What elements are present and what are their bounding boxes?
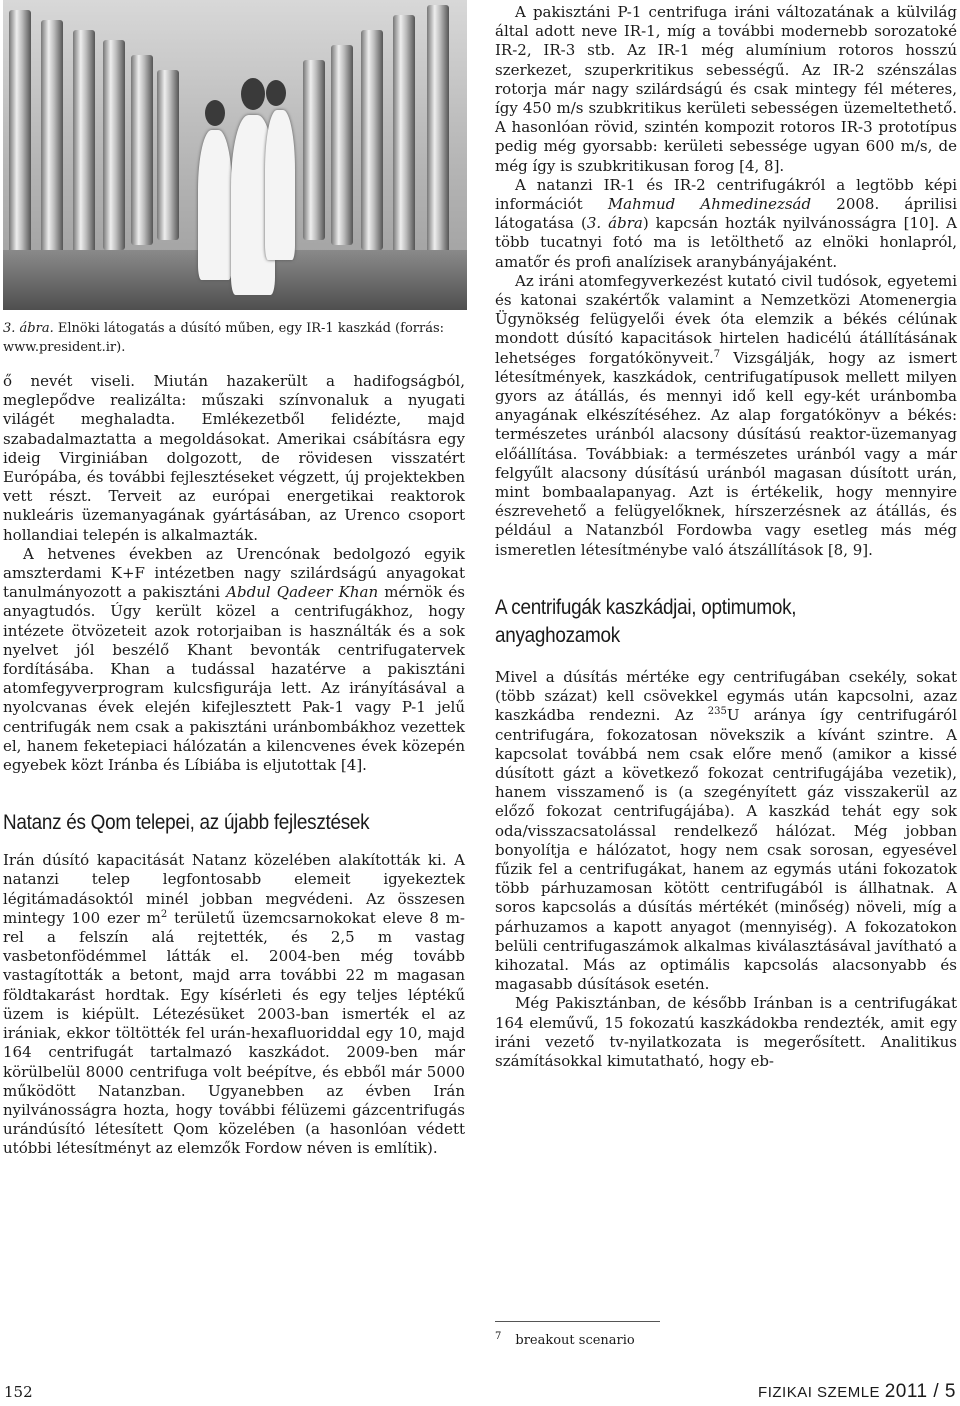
- superscript-235: 235: [707, 706, 727, 718]
- section-heading-natanz: Natanz és Qom telepei, az újabb fejlesztések: [3, 811, 370, 835]
- journal-footer: [758, 1381, 956, 1403]
- figure-photo: [3, 0, 467, 310]
- right-paragraph-4: Mivel a dúsítás mértéke egy centrifugában csekély, sokat (több százat) kell csövekkel egymás után kapcsolni, azaz kaszkádba rendezni. Az $^{235}$U aránya így centrifugáról centrifugára, fokozatosan növekszik a kívánt szintre. A kapcsolat továbbá nem csak előre menő (amikor a kissé dúsított gázt a következő fokozat centrifugájába vezetik), hanem visszamenő is (a szegényített gáz visszakerül az előző fokozat centrifugájába). A kaszkád tehát egy sok oda/visszacsatolással rendelkező hálózat. Még jobban bonyolítja e hálózatot, hogy nem csak sorosan, egyesével fűzik fel a centrifugákat, hanem az egymás utáni fokozatok több párhuzamosan kötött centrifugából is állhatnak. A soros kapcsolás a dúsítás mértékét (minőség) növeli, míg a párhuzamos a kapott anyagot (mennyiség). A fokozatokon belüli centrifugaszámok alkalmas kiválasztásával javítható a kihozatal. Más az optimális kapcsolás alacsonyabb és magasabb dúsítások esetén.: [495, 667, 957, 994]
- figure-caption-text: Elnöki látogatás a dúsító műben, egy IR-1 kaszkád (forrás: www.president.ir).: [3, 321, 444, 355]
- footnote-text: breakout scenario: [515, 1333, 635, 1348]
- left-paragraph-1: ő nevét viseli. Miután hazakerült a hadifogságból, meglepődve realizálta: műszaki színvonaluk a nyugati világét meghaladta. Emlékezetből felidézte, majd szabadalmaztatta a megoldásokat. Amerikai csábításra egy ideig Virginiában dolgozott, de rövidesen visszatért Európába, és további fejlesztéseket végzett, új projektekben vett részt. Terveit az európai energetikai reaktorok nukleáris üzemanyagának gyártásában, az Urenco csoport hollandiai telepén is alkalmazták.: [3, 372, 465, 544]
- journal-name: FIZIKAI SZEMLE: [758, 1384, 881, 1401]
- figure-caption-label: 3. ábra.: [3, 321, 54, 336]
- left-paragraph-2: A hetvenes években az Urencónak bedolgozó egyik amszterdami K+F intézetben nagy szilárdságú anyagokat tanulmányozott a pakisztáni Abdul Qadeer Khan mérnök és anyagtudós. Úgy került közel a centrifugákhoz, hogy intézete ötvözeteit azok rotorjaiban is használták és a sok nyelvet jól beszélő Khant bevonták centrifugatervek fordításába. Khan a tudással hazatérve a pakisztáni atomfegyverprogram kulcsfigurája lett. Az irányításával a nyolcvanas évek elején kifejlesztett Pak-1 vagy P-1 jelű centrifugák nem csak a pakisztáni uránbombákhoz vezettek el, hanem feketepiaci hálózatán a kilencvenes évek közepén egyebek közt Iránba és Líbiába is eljutottak [4].: [3, 544, 465, 775]
- person-name-ahmedinezsad: Mahmud Ahmedinezsád: [607, 195, 812, 214]
- right-paragraph-2: A natanzi IR-1 és IR-2 centrifugákról a legtöbb képi információt Mahmud Ahmedinezsád 2008. áprilisi látogatása (3. ábra) kapcsán hozták nyilvánosságra [10]. A több tucatnyi fotó ma is letölthető az elnöki honlapról, amatőr és profi analízisek aranybányájaként.: [495, 175, 957, 271]
- footnote-ref-7: 7: [713, 348, 721, 360]
- footnote: [495, 1330, 635, 1348]
- left-paragraph-3: Irán dúsító kapacitását Natanz közelében alakították ki. A natanzi telep legfontosabb elemeit igyekeztek légitámadásoktól minél jobban megvédeni. Az összesen mintegy 100 ezer $m^2$ területű üzemcsarnokokat eleve 8 m-rel a felszín alá rejtették, és 2,5 m vastag vasbetonfödémmel látták el. 2004-ben még tovább vastagították a betont, majd arra további 22 m magasan földtakarást hordtak. Egy kísérleti és egy teljes léptékű üzem is kiépült. Létezésüket 2003-ban ismerték el az irániak, ekkor töltötték fel urán-hexafluoriddal egy 10, majd 164 centrifugát tartalmazó kaszkádot. 2009-ben már körülbelül 8000 centrifuga volt beépítve, és ebből már 5000 működött Natanzban. Ugyanebben az évben Irán nyilvánosságra hozta, hogy további félüzemi gázcentrifugás urándúsító létesített Qom közelében (a hasonlóan védett utóbbi létesítményt az elemzők Fordow néven is említik).: [3, 851, 465, 1158]
- figure-caption: [3, 319, 465, 357]
- footnote-number: 7: [495, 1330, 502, 1342]
- section-heading-cascades: A centrifugák kaszkádjai, optimumok, anyaghozamok: [495, 595, 797, 647]
- footnote-divider: [495, 1321, 660, 1322]
- superscript-2: 2: [160, 908, 168, 920]
- right-paragraph-3: Az iráni atomfegyverkezést kutató civil tudósok, egyetemi és katonai szakértők valamint a Nemzetközi Atomenergia Ügynökség felügyelői évek óta elemzik a békés célúnak mondott dúsító kapacitások hirtelen hadicélú átállításának lehetséges forgatókönyveit.$^7$ Vizsgálják, hogy az ismert létesítmények, kaszkádok, centrifugatípusok mellett milyen gyors az átállás, és mennyi idő kell egy-két uránbomba anyagának elkészítéséhez. Az alap forgatókönyv a békés: természetes uránból alacsony dúsítású reaktor-üzemanyag előállítása. Továbbiak: a természetes uránból vagy a már felgyűlt alacsony dúsítású uránból magasan dúsított urán, mint bombaalapanyag. Azt is értékelik, hogy mennyire észrevehető a felügyelőknek, hírszerzésnek az átállás, és például a Natanzból Fordowba vagy esetleg más még ismeretlen létesítménybe való átszállítások [8, 9].: [495, 271, 957, 559]
- page-number: 152: [4, 1383, 33, 1401]
- person-name-khan: Abdul Qadeer Khan: [226, 583, 379, 602]
- right-paragraph-5: Még Pakisztánban, de később Iránban is a centrifugákat 164 eleművű, 15 fokozatú kaszkádokba rendezték, amit egy iráni vezető tv-nyilatkozata is megerősített. Analitikus számításokkal kimutatható, hogy eb-: [495, 994, 957, 1070]
- right-column: [495, 3, 957, 1071]
- right-paragraph-1: A pakisztáni P-1 centrifuga iráni változatának a külvilág által adott neve IR-1, míg a további modernebb sorozatoké IR-2, IR-3 stb. Az IR-1 még alumínium rotoros hosszú szerkezet, szuperkritikus sebességű. Az IR-2 szénszálas rotorja már nagy szilárdságú és csak mintegy fél méteres, így 450 m/s szubkritikus kerületi sebességen üzemeltethető. A hasonlóan rövid, szintén kompozit rotoros IR-3 prototípus pedig még gyorsabb: kerületi sebessége ugyan 600 m/s, de még így is szubkritikusan forog [4, 8].: [495, 3, 957, 175]
- figure-reference: 3. ábra: [586, 214, 643, 233]
- journal-issue: 2011 / 5: [884, 1381, 956, 1402]
- left-column: [3, 372, 465, 1159]
